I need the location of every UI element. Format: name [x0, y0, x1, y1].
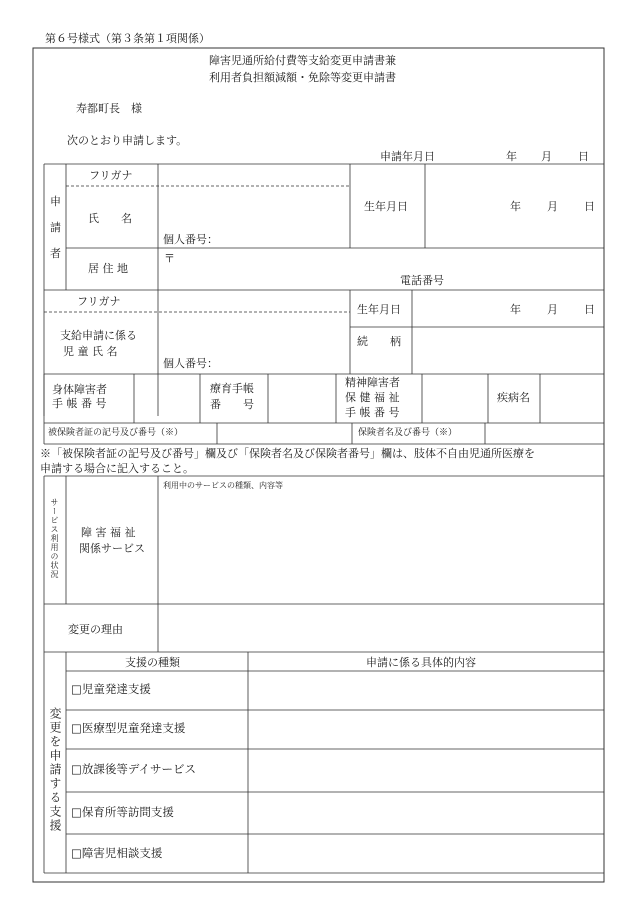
applicant-birth-month: 月 — [547, 200, 558, 213]
support-section-label: 変更を申請する支援 — [48, 707, 62, 833]
application-date-year: 年 — [506, 150, 517, 163]
applicant-address-label: 居 住 地 — [88, 262, 128, 275]
postal-mark: 〒 — [164, 252, 175, 265]
applicant-birth-field[interactable] — [426, 165, 603, 247]
applicant-birth-day: 日 — [584, 200, 595, 213]
child-birth-day: 日 — [584, 303, 595, 316]
child-relation-label: 続 柄 — [357, 335, 401, 348]
service-hint: 利用中のサービスの種類、内容等 — [163, 481, 283, 490]
service-detail-field[interactable] — [159, 490, 603, 602]
title-line-2: 利用者負担額減額・免除等変更申請書 — [209, 71, 396, 84]
child-individual-number-label: 個人番号： — [163, 357, 218, 370]
application-date-month: 月 — [541, 150, 552, 163]
service-label-1: 障 害 福 祉 — [81, 526, 136, 539]
disease-label: 疾病名 — [497, 391, 530, 404]
applicant-name-label: 氏 名 — [88, 212, 132, 225]
child-furigana-label: フリガナ — [77, 295, 121, 308]
support-col-type: 支援の種類 — [125, 656, 180, 669]
support-item-disabled-child-consultation[interactable]: □障害児相談支援 — [71, 846, 163, 860]
applicant-furigana-field[interactable] — [159, 165, 349, 185]
change-reason-label: 変更の理由 — [68, 623, 123, 636]
insurer-label: 保険者名及び番号（※） — [358, 428, 458, 438]
applicant-section-label-1: 申 — [50, 195, 61, 208]
form-number: 第６号様式（第３条第１項関係） — [45, 32, 210, 45]
physical-cert-label-1: 身体障害者 — [52, 383, 107, 396]
applicant-section-label-3: 者 — [50, 247, 61, 260]
title-line-1: 障害児通所給付費等支給変更申請書兼 — [209, 54, 396, 67]
insured-label: 被保険者証の記号及び番号（※） — [48, 428, 184, 438]
child-name-label-2: 児 童 氏 名 — [63, 345, 118, 358]
support-item-after-school-day-service[interactable]: □放課後等デイサービス — [71, 762, 197, 776]
intro-text: 次のとおり申請します。 — [67, 134, 188, 147]
applicant-birth-year: 年 — [510, 200, 521, 213]
mental-cert-label-1: 精神障害者 — [345, 376, 400, 389]
addressee: 寿都町長 様 — [76, 102, 142, 115]
rehab-cert-label-2: 番 号 — [210, 398, 254, 411]
note-line-1: ※「被保険者証の記号及び番号」欄及び「保険者名及び保険者番号」欄は、肢体不自由児通所医療を — [40, 447, 535, 460]
applicant-name-field[interactable] — [159, 187, 349, 227]
physical-cert-label-2: 手 帳 番 号 — [52, 397, 107, 410]
child-name-label-1: 支給申請に係る — [60, 329, 137, 342]
child-furigana-field[interactable] — [159, 291, 349, 311]
applicant-phone-label: 電話番号 — [400, 274, 444, 287]
child-birth-month: 月 — [547, 303, 558, 316]
child-birth-year: 年 — [510, 303, 521, 316]
rehab-cert-label-1: 療育手帳 — [210, 382, 254, 395]
service-section-label: サービス利用の状況 — [50, 498, 59, 579]
child-birth-label: 生年月日 — [357, 303, 401, 316]
child-relation-field[interactable] — [413, 328, 603, 373]
support-item-child-development[interactable]: □児童発達支援 — [71, 682, 151, 696]
change-reason-field[interactable] — [159, 605, 603, 651]
child-name-field[interactable] — [159, 313, 349, 353]
mental-cert-label-3: 手 帳 番 号 — [345, 406, 400, 419]
application-date-day: 日 — [578, 150, 589, 163]
applicant-birth-label: 生年月日 — [364, 200, 408, 213]
applicant-address-field[interactable] — [159, 249, 603, 289]
support-item-nursery-visit-support[interactable]: □保育所等訪問支援 — [71, 805, 174, 819]
mental-cert-label-2: 保 健 福 祉 — [345, 391, 400, 404]
support-col-detail: 申請に係る具体的内容 — [366, 656, 476, 669]
application-date-label: 申請年月日 — [380, 150, 435, 163]
note-line-2: 申請する場合に記入すること。 — [40, 462, 194, 475]
applicant-furigana-label: フリガナ — [89, 169, 133, 182]
applicant-individual-number-label: 個人番号： — [163, 233, 218, 246]
service-label-2: 関係サービス — [79, 542, 145, 555]
support-item-medical-child-development[interactable]: □医療型児童発達支援 — [71, 721, 186, 735]
applicant-section-label-2: 請 — [50, 221, 61, 234]
support-detail-field[interactable] — [249, 672, 603, 872]
